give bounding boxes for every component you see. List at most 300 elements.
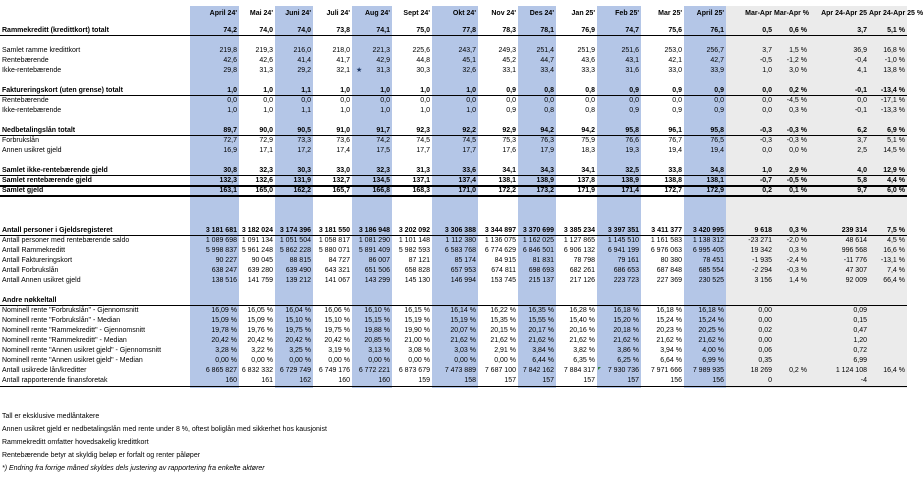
table-cell: 0,35 — [758, 357, 772, 364]
table-cell: 215 137 — [528, 277, 554, 284]
table-cell: 15,09 % — [247, 317, 273, 324]
table-cell: 1,0 — [263, 87, 273, 94]
table-cell: 0,00 % — [251, 357, 273, 364]
table-cell: 21,62 % — [656, 337, 682, 344]
table-cell — [352, 216, 392, 226]
table-cell — [352, 196, 392, 206]
row-label: Antall Rammekreditt — [2, 247, 66, 254]
table-cell — [432, 196, 478, 206]
table-cell: 42,7 — [710, 57, 724, 64]
table-cell: 138,8 — [664, 177, 682, 184]
table-cell: 3,19 % — [328, 347, 350, 354]
table-cell: -1 935 — [752, 257, 772, 264]
table-cell: 18,3 — [581, 147, 595, 154]
table-cell: 253,0 — [664, 47, 682, 54]
table-cell: 19,75 % — [324, 327, 350, 334]
table-cell — [684, 286, 726, 296]
column-header: Mar-Apr — [745, 10, 772, 17]
table-cell — [190, 196, 239, 206]
table-cell: 141 759 — [247, 277, 273, 284]
table-cell: 73,8 — [336, 27, 350, 34]
table-cell — [556, 156, 597, 166]
table-cell: 0,00 % — [289, 357, 311, 364]
table-cell: 0,00 % — [408, 357, 430, 364]
table-cell: 32,3 — [376, 167, 390, 174]
table-cell — [809, 156, 869, 166]
table-cell — [478, 196, 518, 206]
table-cell — [392, 116, 432, 126]
table-cell: 3,7 — [762, 47, 772, 54]
table-cell — [478, 116, 518, 126]
table-cell: 0,02 — [758, 327, 772, 334]
footnote: Rentebærende betyr at skyldig beløp er forfalt og renter påløper — [2, 452, 201, 459]
table-cell: 36,9 — [853, 47, 867, 54]
table-cell: 639 490 — [285, 267, 311, 274]
table-cell — [556, 116, 597, 126]
table-cell: 1 058 817 — [318, 237, 350, 244]
table-cell: 218,0 — [332, 47, 350, 54]
table-row — [0, 96, 907, 106]
table-cell: 6 906 132 — [563, 247, 595, 254]
table-cell: 3,25 % — [289, 347, 311, 354]
table-cell: 1,0 — [227, 107, 237, 114]
table-cell: 5,8 — [857, 177, 867, 184]
table-cell: 3 186 948 — [358, 227, 390, 234]
row-label: Nominell rente "Annen usikret gjeld" - Median — [2, 357, 143, 364]
table-cell: 6 774 629 — [484, 247, 516, 254]
table-cell: 0,5 — [762, 27, 772, 34]
table-row — [0, 66, 907, 76]
table-cell — [726, 36, 774, 46]
table-cell: 4,00 % — [702, 347, 724, 354]
row-border — [0, 175, 907, 176]
table-cell: 138 516 — [211, 277, 237, 284]
table-cell: 20,42 % — [247, 337, 273, 344]
table-cell: 17,7 — [416, 147, 430, 154]
row-label: Antall Annen usikret gjeld — [2, 277, 81, 284]
table-cell — [432, 206, 478, 216]
table-cell: 686 653 — [613, 267, 639, 274]
table-cell: 171,4 — [621, 187, 639, 194]
table-cell — [684, 36, 726, 46]
row-label — [2, 286, 188, 296]
table-cell: 20,18 % — [613, 327, 639, 334]
table-cell — [556, 76, 597, 86]
table-cell: 643 321 — [324, 267, 350, 274]
table-cell: 16,28 % — [569, 307, 595, 314]
column-header: Juni 24' — [285, 10, 311, 17]
row-label: Nominell rente "Rammekreditt" - Median — [2, 337, 127, 344]
table-cell: 7,5 % — [887, 227, 905, 234]
table-cell: 17,9 — [540, 147, 554, 154]
table-cell — [275, 196, 313, 206]
table-cell: 80 380 — [660, 257, 682, 264]
table-cell: 2,9 % — [789, 167, 807, 174]
table-cell: 0,00 — [758, 317, 772, 324]
row-label: Antall personer med rentebærende saldo — [2, 237, 130, 244]
row-label — [2, 76, 188, 86]
table-cell: -0,4 — [854, 57, 867, 64]
table-cell: 0,3 % — [789, 247, 807, 254]
table-row — [0, 236, 907, 246]
table-cell: -13,3 % — [880, 107, 905, 114]
table-cell: 85 174 — [454, 257, 476, 264]
table-cell: 165,0 — [255, 187, 273, 194]
table-cell: 16,15 % — [404, 307, 430, 314]
table-row — [0, 56, 907, 66]
table-cell: 0,15 — [853, 317, 867, 324]
table-cell: 651 506 — [364, 267, 390, 274]
table-cell: 160 — [225, 377, 237, 384]
table-cell — [190, 116, 239, 126]
table-cell: 84 727 — [328, 257, 350, 264]
table-cell: 0,0 — [629, 97, 639, 104]
table-cell: 3 174 396 — [279, 227, 311, 234]
table-cell — [313, 216, 352, 226]
table-cell — [392, 206, 432, 216]
row-label: Antall usikrede lån/kreditter — [2, 367, 87, 374]
table-cell: 1 081 290 — [358, 237, 390, 244]
table-row — [0, 246, 907, 256]
table-cell: 687 848 — [656, 267, 682, 274]
table-cell: 225,6 — [412, 47, 430, 54]
table-cell: 75,6 — [668, 27, 682, 34]
table-cell: 6 995 405 — [692, 247, 724, 254]
table-cell: 90,5 — [297, 127, 311, 134]
table-row — [0, 36, 907, 46]
table-cell — [478, 156, 518, 166]
column-header: Sept 24' — [403, 10, 430, 17]
table-cell — [774, 326, 809, 336]
table-cell — [809, 116, 869, 126]
table-cell — [239, 286, 275, 296]
table-cell: 0,09 — [853, 307, 867, 314]
table-cell — [556, 196, 597, 206]
table-cell: 76,5 — [710, 137, 724, 144]
table-cell — [190, 286, 239, 296]
table-cell — [275, 36, 313, 46]
table-cell: 0,72 — [853, 347, 867, 354]
table-cell — [275, 216, 313, 226]
table-row — [0, 306, 907, 316]
table-cell: 256,7 — [706, 47, 724, 54]
table-cell: 1,0 — [420, 107, 430, 114]
table-cell — [518, 76, 556, 86]
table-cell: 16,10 % — [364, 307, 390, 314]
table-cell: 94,2 — [581, 127, 595, 134]
table-cell: 162,2 — [293, 187, 311, 194]
table-cell: 34,1 — [502, 167, 516, 174]
table-cell — [641, 36, 684, 46]
table-row — [0, 46, 907, 56]
table-cell: 88 815 — [289, 257, 311, 264]
row-label: Forbrukslån — [2, 137, 39, 144]
table-cell: 0,9 — [629, 87, 639, 94]
table-cell: -0,3 % — [786, 267, 807, 274]
table-cell: 74,1 — [376, 27, 390, 34]
table-cell: 0,0 — [544, 97, 554, 104]
table-cell: -4 — [860, 377, 867, 384]
column-header: Juli 24' — [326, 10, 350, 17]
table-cell: 29,2 — [297, 67, 311, 74]
table-cell: 12,9 % — [883, 167, 905, 174]
table-cell: 0,9 — [506, 87, 516, 94]
table-cell: 2,5 — [857, 147, 867, 154]
table-cell: -0,5 % — [786, 177, 807, 184]
table-cell: -0,1 — [854, 87, 867, 94]
table-cell: 156 — [670, 377, 682, 384]
table-cell — [809, 196, 869, 206]
table-cell — [275, 156, 313, 166]
table-cell: 31,3 — [416, 167, 430, 174]
table-cell: 74,7 — [625, 27, 639, 34]
table-cell: 1 145 510 — [607, 237, 639, 244]
table-cell: 81 831 — [532, 257, 554, 264]
table-cell — [239, 206, 275, 216]
table-cell: 160 — [378, 377, 390, 384]
table-cell: 172,2 — [498, 187, 516, 194]
table-cell: 674 811 — [491, 267, 516, 274]
table-cell: 15,15 % — [364, 317, 390, 324]
table-cell: 172,7 — [664, 187, 682, 194]
table-cell: 72,9 — [259, 137, 273, 144]
table-cell: -13,4 % — [880, 87, 905, 94]
table-cell: 6 846 501 — [522, 247, 554, 254]
table-cell: 33,0 — [336, 167, 350, 174]
table-cell: 6 941 199 — [607, 247, 639, 254]
table-cell: 21,00 % — [404, 337, 430, 344]
table-cell: -2,0 % — [786, 237, 807, 244]
table-cell: 0,0 % — [789, 147, 807, 154]
table-cell — [190, 76, 239, 86]
table-cell: 0,2 — [762, 187, 772, 194]
table-cell: 3,94 % — [660, 347, 682, 354]
table-cell: 5 862 228 — [279, 247, 311, 254]
table-row — [0, 336, 907, 346]
table-cell: 658 828 — [404, 267, 430, 274]
table-cell: -0,3 — [759, 137, 772, 144]
table-cell: 138,1 — [498, 177, 516, 184]
table-cell: 1,1 — [301, 87, 311, 94]
table-cell: 21,62 % — [528, 337, 554, 344]
table-cell: 157 — [627, 377, 639, 384]
table-cell: 6,9 % — [887, 127, 905, 134]
table-cell: 138,9 — [536, 177, 554, 184]
table-cell — [597, 206, 641, 216]
table-cell: 4,5 % — [887, 237, 905, 244]
table-cell: 216,0 — [293, 47, 311, 54]
table-cell: 16,18 % — [613, 307, 639, 314]
table-cell — [684, 206, 726, 216]
table-cell: 20,07 % — [450, 327, 476, 334]
table-cell: 1,0 — [263, 107, 273, 114]
table-cell: 6,0 % — [887, 187, 905, 194]
table-cell — [774, 286, 809, 296]
table-row — [0, 376, 907, 386]
table-cell — [313, 206, 352, 216]
table-cell — [869, 376, 907, 386]
table-cell: 6 749 176 — [318, 367, 350, 374]
table-cell: 32,3 — [259, 167, 273, 174]
column-header: Jan 25' — [571, 10, 595, 17]
table-cell — [556, 36, 597, 46]
row-label: Nominell rente "Forbrukslån" - Median — [2, 317, 121, 324]
table-cell: -0,3 % — [786, 127, 807, 134]
table-cell: 7 971 666 — [650, 367, 682, 374]
table-cell: 3 344 897 — [484, 227, 516, 234]
table-row — [0, 356, 907, 366]
table-cell: 132,6 — [255, 177, 273, 184]
table-cell: 75,9 — [581, 137, 595, 144]
table-cell: 20,25 % — [698, 327, 724, 334]
row-label: Ikke-rentebærende — [2, 67, 62, 74]
table-cell: 78 451 — [702, 257, 724, 264]
table-cell: 6,99 — [853, 357, 867, 364]
table-cell — [684, 196, 726, 206]
table-cell — [478, 216, 518, 226]
row-border — [0, 386, 907, 387]
row-label: Antall rapporterende finansforetak — [2, 377, 108, 384]
table-cell: 34,3 — [540, 167, 554, 174]
table-cell: 3,84 % — [532, 347, 554, 354]
table-cell: 138,9 — [621, 177, 639, 184]
table-cell: 16,35 % — [528, 307, 554, 314]
table-cell: 15,10 % — [324, 317, 350, 324]
column-header: Feb 25' — [615, 10, 639, 17]
table-row — [0, 116, 907, 126]
table-cell: 0,1 % — [789, 187, 807, 194]
table-cell: 33,6 — [462, 167, 476, 174]
table-cell: 3 411 377 — [651, 227, 682, 234]
row-label: Antall Faktureringskort — [2, 257, 73, 264]
table-cell — [478, 206, 518, 216]
table-cell: 95,8 — [625, 127, 639, 134]
table-cell: 74,5 — [416, 137, 430, 144]
table-cell: 20,85 % — [364, 337, 390, 344]
table-cell — [774, 316, 809, 326]
table-cell: 157 — [542, 377, 554, 384]
table-cell — [313, 156, 352, 166]
table-cell — [641, 286, 684, 296]
table-cell: 249,3 — [498, 47, 516, 54]
table-cell: 79 161 — [617, 257, 639, 264]
table-cell: 3,82 % — [573, 347, 595, 354]
row-label: Andre nøkkeltall — [2, 297, 57, 304]
table-cell: 33,8 — [668, 167, 682, 174]
table-cell: 7,4 % — [887, 267, 905, 274]
table-cell: 1 124 108 — [835, 367, 867, 374]
table-cell — [597, 156, 641, 166]
table-cell — [313, 286, 352, 296]
table-cell: 19,75 % — [285, 327, 311, 334]
table-cell: 90 045 — [251, 257, 273, 264]
table-cell: 7 930 736 — [607, 367, 639, 374]
table-cell: 161 — [261, 377, 273, 384]
table-cell — [869, 286, 907, 296]
table-cell: 657 953 — [450, 267, 476, 274]
table-row — [0, 276, 907, 286]
table-cell — [518, 216, 556, 226]
column-header: Nov 24' — [491, 10, 516, 17]
row-label: Faktureringskort (uten grense) totalt — [2, 87, 123, 94]
table-cell — [478, 286, 518, 296]
table-cell: 17,7 — [462, 147, 476, 154]
table-cell — [478, 76, 518, 86]
table-cell — [313, 36, 352, 46]
table-cell: 17,5 — [376, 147, 390, 154]
row-label: Samlet ikke-rentebærende gjeld — [2, 167, 108, 174]
table-cell: 6 772 221 — [358, 367, 390, 374]
table-cell: 16,18 % — [698, 307, 724, 314]
table-cell: 5 880 071 — [318, 247, 350, 254]
table-cell: 45,1 — [462, 57, 476, 64]
table-cell: -2 294 — [752, 267, 772, 274]
row-border — [0, 305, 907, 306]
table-cell — [597, 76, 641, 86]
table-cell: -17,1 % — [880, 97, 905, 104]
table-cell: 76,3 — [540, 137, 554, 144]
table-cell — [432, 216, 478, 226]
table-cell: 74,5 — [462, 137, 476, 144]
row-label — [2, 116, 188, 126]
table-cell: -0,5 — [759, 57, 772, 64]
table-cell: -0,7 — [759, 177, 772, 184]
table-cell: 0,9 — [506, 107, 516, 114]
table-cell: 0,0 — [380, 97, 390, 104]
table-cell — [726, 286, 774, 296]
table-cell: 4,1 — [857, 67, 867, 74]
table-cell: 0,47 — [853, 327, 867, 334]
table-cell: 15,10 % — [285, 317, 311, 324]
table-cell: 996 568 — [841, 247, 867, 254]
table-cell: 15,19 % — [404, 317, 430, 324]
table-cell: 17,2 — [297, 147, 311, 154]
table-cell: 1,20 — [853, 337, 867, 344]
table-cell: 84 915 — [494, 257, 516, 264]
table-cell: 76,6 — [625, 137, 639, 144]
table-cell: 90 227 — [215, 257, 237, 264]
table-cell — [809, 206, 869, 216]
table-cell: 21,62 % — [490, 337, 516, 344]
table-cell — [809, 76, 869, 86]
column-header: April 25' — [696, 10, 724, 17]
table-cell: 17,6 — [502, 147, 516, 154]
table-cell: 3,28 % — [215, 347, 237, 354]
table-cell: 1 112 380 — [445, 237, 476, 244]
table-cell: -23 271 — [748, 237, 772, 244]
table-cell: 6 583 768 — [444, 247, 476, 254]
table-cell: 1 101 148 — [398, 237, 430, 244]
comment-indicator-icon — [598, 367, 601, 370]
table-cell: 682 261 — [569, 267, 595, 274]
table-cell: 5 998 837 — [205, 247, 237, 254]
table-cell: 0,0 — [762, 147, 772, 154]
table-cell — [684, 76, 726, 86]
table-cell: 16,8 % — [883, 47, 905, 54]
table-cell: 166,8 — [372, 187, 390, 194]
table-cell: 0,0 — [762, 107, 772, 114]
table-cell: 1 051 504 — [279, 237, 311, 244]
table-cell: 685 554 — [698, 267, 724, 274]
table-cell — [239, 116, 275, 126]
table-cell: 15,55 % — [528, 317, 554, 324]
table-cell: 5,1 % — [887, 137, 905, 144]
table-cell: -0,3 — [759, 127, 772, 134]
table-cell — [774, 306, 809, 316]
table-cell: 3 156 — [754, 277, 772, 284]
table-cell: 92,9 — [502, 127, 516, 134]
row-label: Rentebærende — [2, 57, 49, 64]
